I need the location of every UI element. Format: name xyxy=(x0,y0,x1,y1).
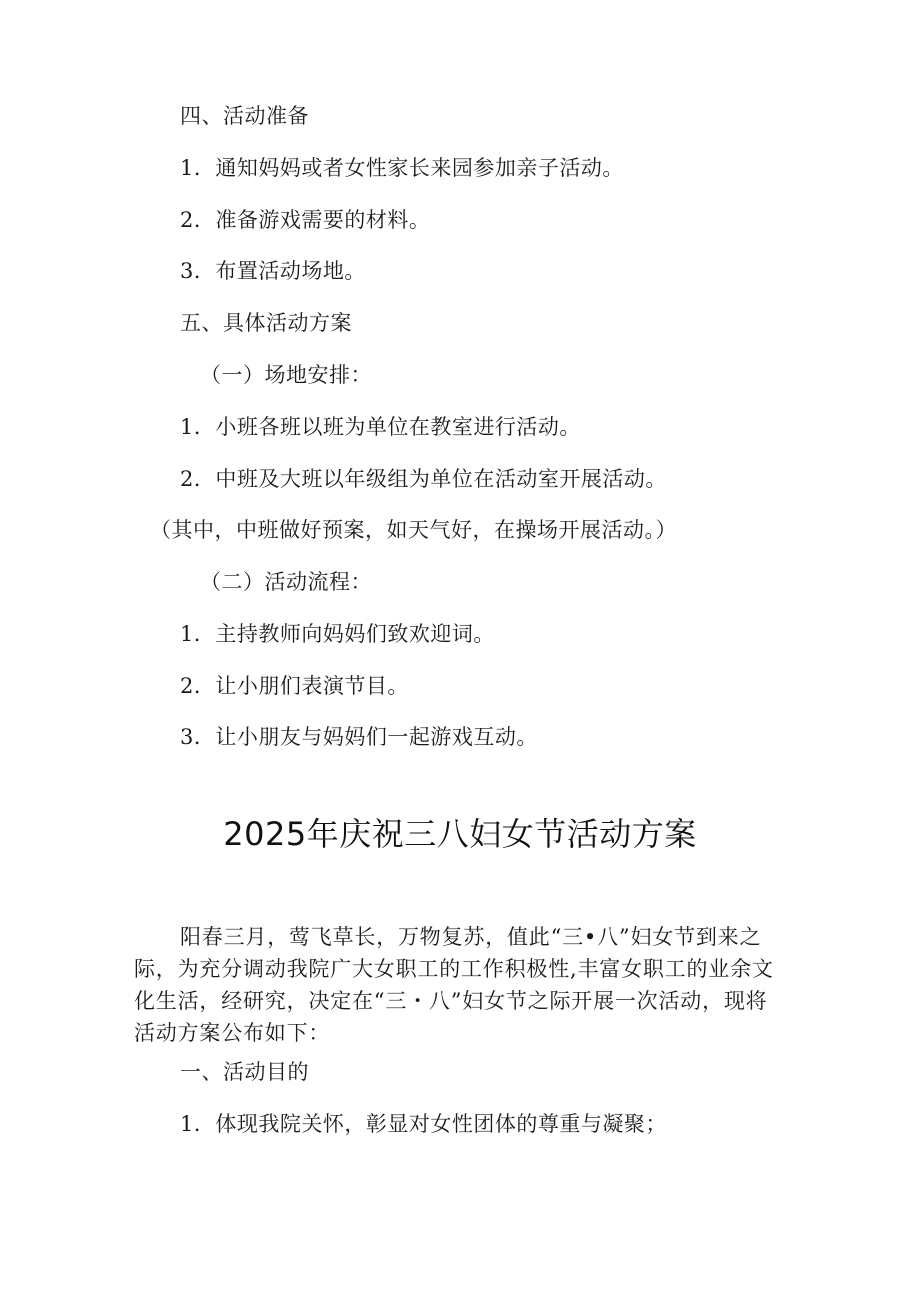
intro-paragraph xyxy=(134,921,784,1049)
section-heading-preparation: 四、活动准备 xyxy=(180,104,309,128)
intro-text: 阳春三月，莺飞草长，万物复苏，值此“三•八”妇女节到来之际，为充分调动我院广大女职工的工作积极性,丰富女职工的业余文化生活，经研究，决定在“三・八”妇女节之际开展一次活动，现将活动方案公布如下： xyxy=(134,925,774,1045)
subsection-heading-process: （二）活动流程： xyxy=(200,570,372,594)
list-item: 2．准备游戏需要的材料。 xyxy=(180,208,431,232)
subsection-heading-venue: （一）场地安排： xyxy=(200,363,372,387)
list-item: 3．布置活动场地。 xyxy=(180,259,366,283)
section-heading-purpose: 一、活动目的 xyxy=(180,1060,309,1084)
list-item: 1．主持教师向妈妈们致欢迎词。 xyxy=(180,622,495,646)
list-item: 2．中班及大班以年级组为单位在活动室开展活动。 xyxy=(180,467,667,491)
section-heading-plan: 五、具体活动方案 xyxy=(180,311,352,335)
list-item: 1．小班各班以班为单位在教室进行活动。 xyxy=(180,415,581,439)
list-item: 1．通知妈妈或者女性家长来园参加亲子活动。 xyxy=(180,156,624,180)
document-title: 2025年庆祝三八妇女节活动方案 xyxy=(223,815,697,853)
venue-note: （其中，中班做好预案，如天气好，在操场开展活动。） xyxy=(150,518,677,542)
list-item: 1．体现我院关怀，彰显对女性团体的尊重与凝聚； xyxy=(180,1112,667,1136)
list-item: 3．让小朋友与妈妈们一起游戏互动。 xyxy=(180,725,538,749)
list-item: 2．让小朋们表演节目。 xyxy=(180,674,409,698)
